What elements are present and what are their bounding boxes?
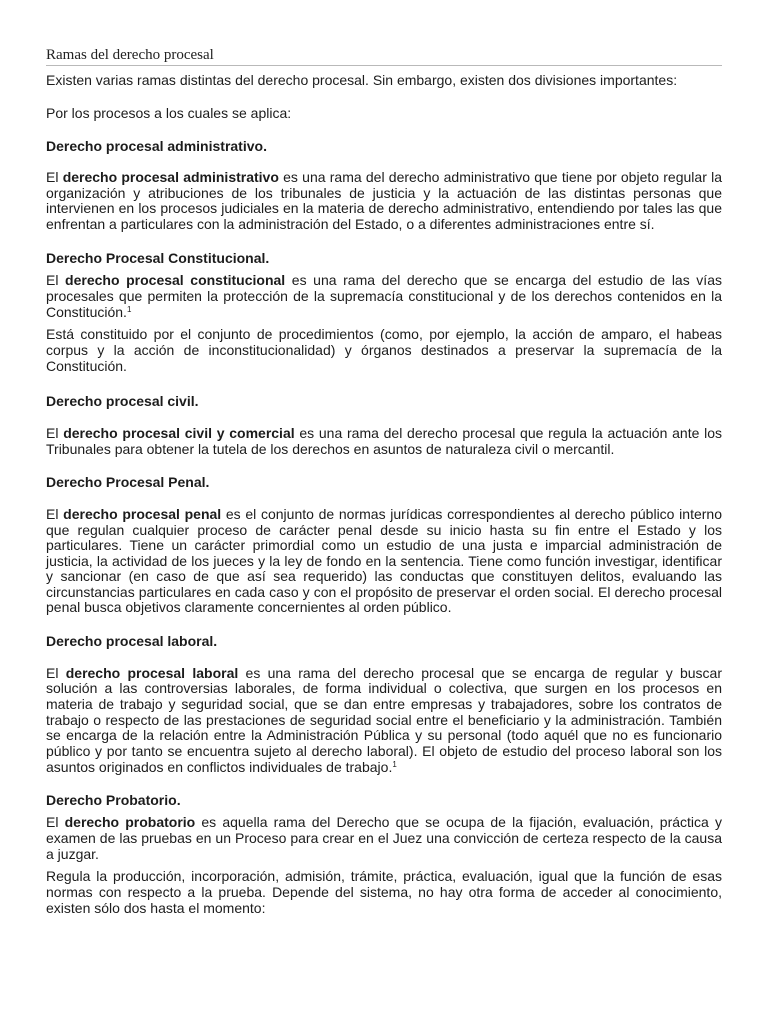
paragraph-text: El xyxy=(46,272,66,288)
bold-term: derecho procesal constitucional xyxy=(65,272,286,288)
section-heading: Derecho procesal administrativo. xyxy=(46,138,267,154)
section-paragraph xyxy=(46,814,722,862)
paragraph-text: es una rama del derecho procesal que regula la actuación ante los Tribunales para obtener la tutela de los derechos en asuntos de naturaleza civil o mercantil. xyxy=(46,425,723,457)
footnote-marker: 1 xyxy=(392,759,397,769)
bold-term: derecho procesal laboral xyxy=(65,664,239,681)
section-heading: Derecho Procesal Penal. xyxy=(46,474,210,490)
section-paragraph: Está constituido por el conjunto de procedimientos (como, por ejemplo, la acción de amparo, el habeas corpus y la acción de inconstitucionalidad) y órganos destinados a preservar la supremacía de la Constitución. xyxy=(46,326,722,374)
paragraph-text: El xyxy=(46,506,64,522)
paragraph-text: El xyxy=(46,814,65,831)
section-heading: Derecho Probatorio. xyxy=(46,792,181,809)
paragraph-text: El xyxy=(46,664,66,681)
document-body xyxy=(46,72,722,916)
section-paragraph xyxy=(46,425,722,457)
bold-term: derecho procesal civil y comercial xyxy=(63,425,295,441)
subintro-paragraph: Por los procesos a los cuales se aplica: xyxy=(46,105,292,121)
document-title: Ramas del derecho procesal xyxy=(46,46,722,66)
paragraph-text: es una rama del derecho procesal que se encarga de regular y buscar solución a las controversias laborales, de forma individual o colectiva, que surgen en los procesos en materia de trabajo y seguridad social, que se dan entre empresas y trabajadores, sobre los contratos de trabajo o respecto de las prestaciones de seguridad social entre el beneficiario y la administración. También se encarga de la relación entre la Administración Pública y su personal (todo aquél que no es funcionario público y por tanto se encuentra sujeto al derecho laboral). El objeto de estudio del proceso laboral son los asuntos originados en conflictos individuales de trabajo. xyxy=(46,664,722,775)
section-paragraph xyxy=(46,170,722,232)
footnote-marker: 1 xyxy=(126,305,132,314)
intro-paragraph: Existen varias ramas distintas del derecho procesal. Sin embargo, existen dos divisiones importantes: xyxy=(46,72,678,88)
paragraph-text: es el conjunto de normas jurídicas correspondientes al derecho público interno que regulan cualquier proceso de carácter penal desde su inicio hasta su fin entre el Estado y los particulares. Tiene un carácter primordial como un estudio de una justa e imparcial administración de justicia, la actividad de los jueces y la ley de fondo en la sentencia. Tiene como función investigar, identificar y sancionar (en caso de que así sea requerido) las conductas que constituyen delitos, evaluando las circunstancias particulares en cada caso y con el propósito de preservar el orden social. El derecho procesal penal busca objetivos claramente concernientes al orden público. xyxy=(46,506,722,615)
bold-term: derecho procesal penal xyxy=(63,506,222,522)
paragraph-text: es aquella rama del Derecho que se ocupa de la fijación, evaluación, práctica y examen de las pruebas en un Proceso para crear en el Juez una convicción de certeza respecto de la causa a juzgar. xyxy=(46,814,722,863)
section-heading: Derecho procesal civil. xyxy=(46,393,199,409)
bold-term: derecho probatorio xyxy=(64,814,196,831)
paragraph-text: El xyxy=(46,169,63,185)
paragraph-text: es una rama del derecho administrativo que tiene por objeto regular la organización y atribuciones de los tribunales de justicia y la actuación de las distintas personas que intervienen en los procesos judiciales en la materia de derecho administrativo, entendiendo por tales las que enfrentan a particulares con la administración del Estado, o a diferentes administraciones entre sí. xyxy=(46,169,722,232)
section-paragraph xyxy=(46,272,722,320)
section-paragraph: Regula la producción, incorporación, admisión, trámite, práctica, evaluación, igual que la función de esas normas con respecto a la prueba. Depende del sistema, no hay otra forma de acceder al conocimiento, existen sólo dos hasta el momento: xyxy=(46,868,722,917)
section-paragraph xyxy=(46,507,722,616)
paragraph-text: El xyxy=(46,425,64,441)
section-heading: Derecho procesal laboral. xyxy=(46,632,218,649)
section-heading: Derecho Procesal Constitucional. xyxy=(46,250,270,266)
section-paragraph xyxy=(46,666,722,776)
bold-term: derecho procesal administrativo xyxy=(62,169,279,185)
paragraph-text: es una rama del derecho que se encarga del estudio de las vías procesales que permiten la protección de la supremacía constitucional y de los derechos contenidos en la Constitución. xyxy=(46,272,722,320)
